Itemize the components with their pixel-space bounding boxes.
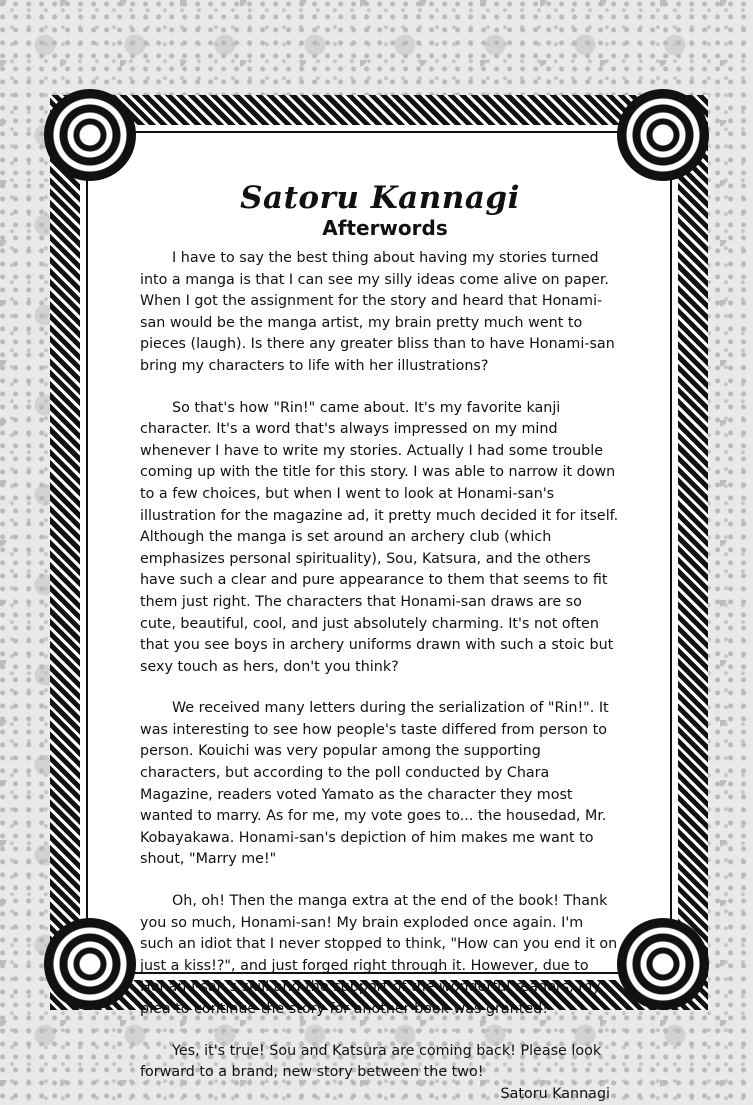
paragraph: Oh, oh! Then the manga extra at the end of the book! Thank you so much, Honami-san! My brain exploded once again. I'm such an idiot that I never stopped to think, "How can you end it on just a kiss!?", and just forged right through it. However, due to Honami-san's skill and the support of the wonderful readers, my plea to continue the story for another book was granted! — [140, 893, 618, 1017]
corner-ornament-icon — [617, 918, 709, 1010]
author-name: Satoru Kannagi — [240, 180, 520, 216]
paragraph: So that's how "Rin!" came about. It's my favorite kanji character. It's a word that's always impressed on my mind whenever I have to write my stories. Actually I had some trouble coming up with the title for this story. I was able to narrow it down to a few choices, but when I went to look at Honami-san's illustration for the magazine ad, it pretty much decided it for itself. Although the manga is set around an archery club (which emphasizes personal spirituality), Sou, Katsura, and the others have such a clear and pure appearance to them that seems to fit them just right. The characters that Honami-san draws are so cute, beautiful, cool, and just absolutely charming. It's not often that you see boys in archery uniforms drawn with such a stoic but sexy touch as hers, don't you think? — [140, 399, 619, 675]
paragraph: We received many letters during the serialization of "Rin!". It was interesting to see how people's taste differed from person to person. Kouichi was very popular among the supporting characters, but according to the poll conducted by Chara Magazine, readers voted Yamato as the character they most wanted to marry. As for me, my vote goes to... the housedad, Mr. Kobayakawa. Honami-san's depiction of him makes me want to shout, "Marry me!" — [140, 700, 609, 868]
signature: Satoru Kannagi — [500, 1085, 610, 1102]
corner-ornament-icon — [44, 89, 136, 181]
afterword-content — [140, 180, 620, 1105]
page-title: Afterwords — [322, 216, 448, 240]
paragraph: Yes, it's true! Sou and Katsura are coming back! Please look forward to a brand, new story between the two! — [140, 1042, 602, 1081]
corner-ornament-icon — [44, 918, 136, 1010]
corner-ornament-icon — [617, 89, 709, 181]
paragraph: I have to say the best thing about having my stories turned into a manga is that I can see my silly ideas come alive on paper. When I got the assignment for the story and heard that Honami-san would be the manga artist, my brain pretty much went to pieces (laugh). Is there any greater bliss than to have Honami-san bring my characters to life with her illustrations? — [140, 250, 615, 374]
